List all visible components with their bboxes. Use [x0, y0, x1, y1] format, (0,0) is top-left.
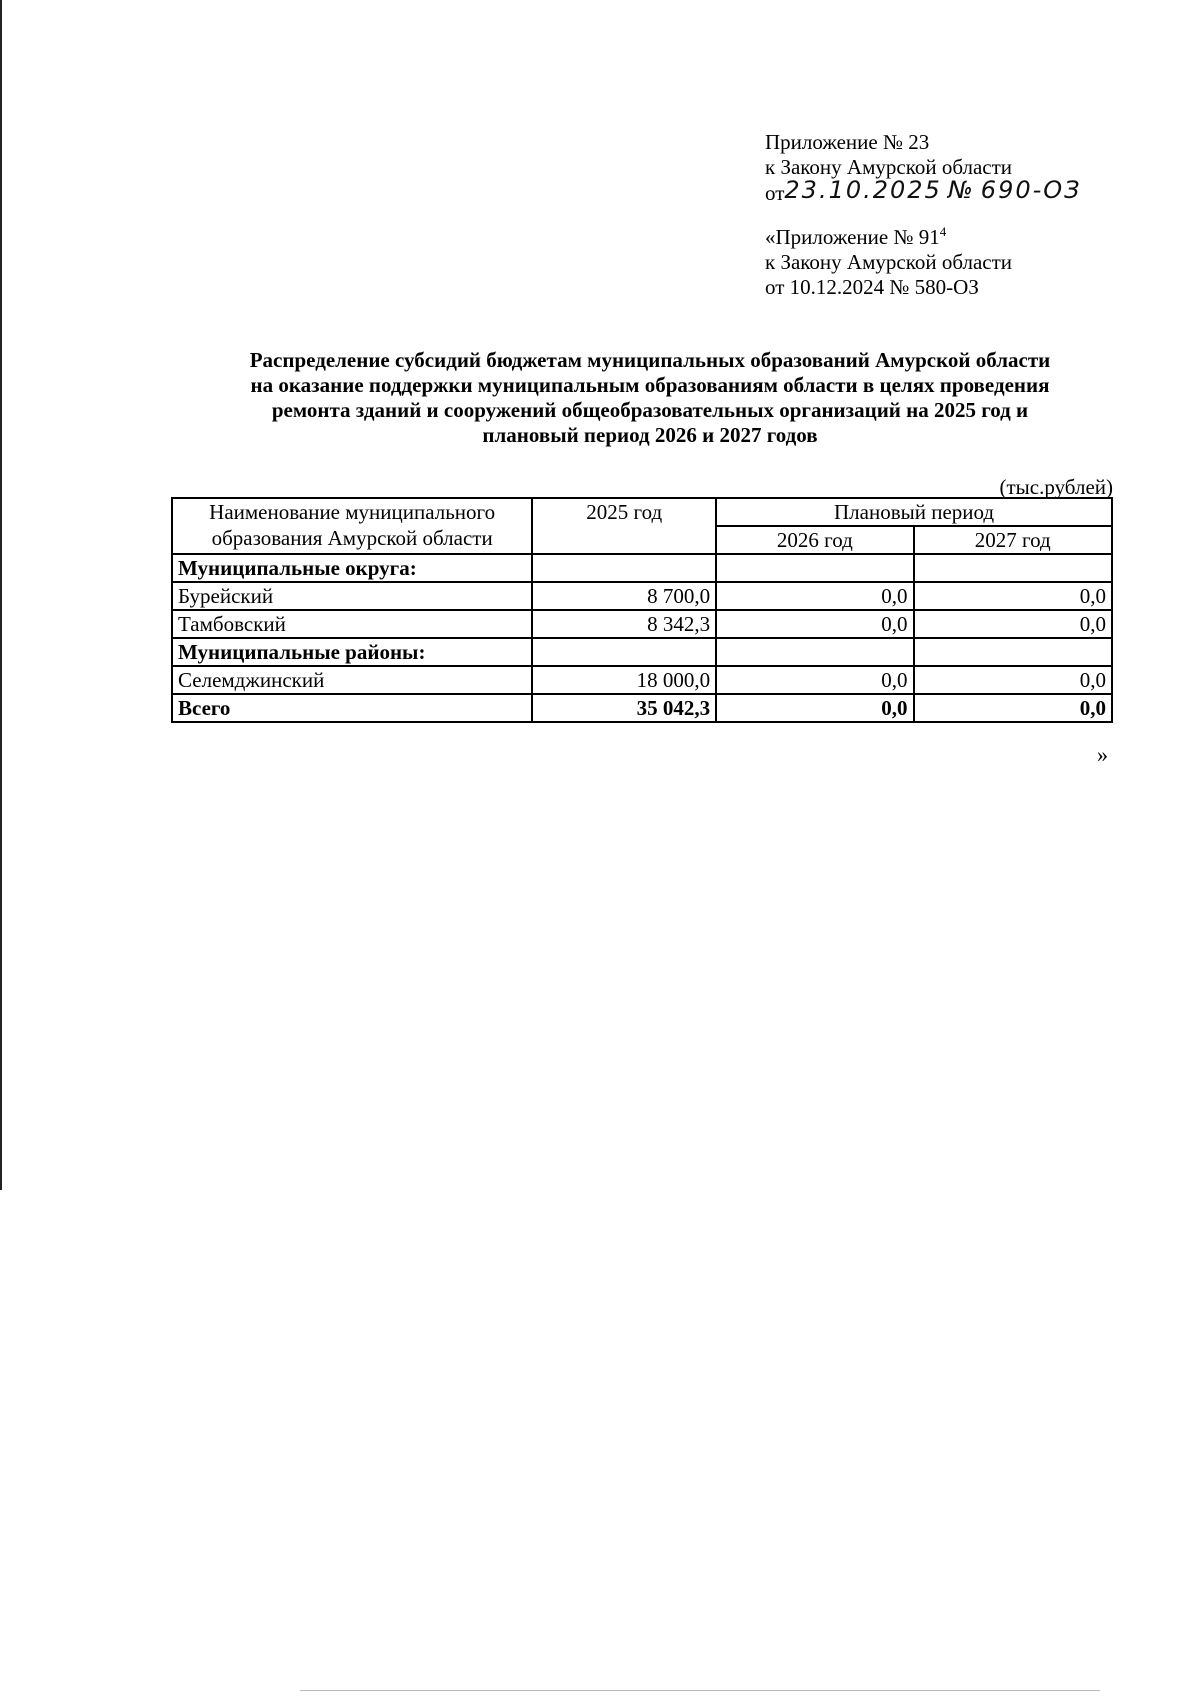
row-value-2026: 0,0 — [716, 666, 913, 694]
original-line-2: к Закону Амурской области — [765, 250, 1013, 274]
row-value-2025: 18 000,0 — [532, 666, 716, 694]
row-value-2026 — [716, 638, 913, 666]
closing-quote: » — [1097, 742, 1108, 767]
original-appendix-label: «Приложение № 91 — [765, 225, 940, 249]
header-municipality-name — [172, 498, 532, 554]
row-value-2026: 0,0 — [716, 610, 913, 638]
original-line-1 — [765, 225, 1012, 250]
row-name: Всего — [172, 694, 532, 722]
handwritten-law-number: 690-ОЗ — [980, 176, 1082, 204]
handwritten-date: 23.10.2025 — [784, 176, 942, 204]
table-row-total — [172, 694, 1112, 722]
original-appendix-superscript: 4 — [939, 224, 947, 239]
approval-date-prefix: от — [765, 181, 785, 205]
title-line-3: ремонта зданий и сооружений общеобразовательных организаций на 2025 год и — [271, 398, 1029, 422]
row-value-2026 — [716, 554, 913, 582]
header-name-line-2: образования Амурской области — [211, 526, 493, 550]
table-header-row-1 — [172, 498, 1112, 526]
document-title — [150, 348, 1150, 448]
row-value-2027 — [914, 638, 1112, 666]
row-name: Муниципальные районы: — [172, 638, 532, 666]
row-name: Муниципальные округа: — [172, 554, 532, 582]
handwritten-approval-date — [784, 176, 1081, 204]
header-name-line-1: Наименование муниципального — [209, 500, 496, 524]
table-row — [172, 610, 1112, 638]
row-value-2027: 0,0 — [914, 610, 1112, 638]
table-row-section-regions — [172, 638, 1112, 666]
approval-line-2: к Закону Амурской области — [765, 155, 1013, 179]
original-appendix-header — [765, 225, 1012, 300]
approval-line-3 — [765, 176, 1082, 206]
approval-line-1: Приложение № 23 — [765, 130, 930, 154]
row-name: Бурейский — [172, 582, 532, 610]
row-value-2025: 8 700,0 — [532, 582, 716, 610]
subsidy-distribution-table — [171, 497, 1113, 723]
approval-header — [765, 130, 1082, 206]
table-row — [172, 666, 1112, 694]
title-line-4: плановый период 2026 и 2027 годов — [482, 423, 818, 447]
title-line-1: Распределение субсидий бюджетам муниципальных образований Амурской области — [249, 348, 1051, 372]
row-value-2027: 0,0 — [914, 582, 1112, 610]
table-row — [172, 582, 1112, 610]
row-value-2027: 0,0 — [914, 694, 1112, 722]
header-year-2025: 2025 год — [532, 498, 716, 554]
title-line-2: на оказание поддержки муниципальным образованиям области в целях проведения — [250, 373, 1050, 397]
scan-edge-left — [0, 0, 2, 1190]
row-name: Тамбовский — [172, 610, 532, 638]
row-value-2025: 35 042,3 — [532, 694, 716, 722]
row-value-2025 — [532, 554, 716, 582]
table-body — [172, 554, 1112, 722]
header-year-2026: 2026 год — [716, 526, 913, 554]
row-name: Селемджинский — [172, 666, 532, 694]
table-header — [172, 498, 1112, 554]
row-value-2025: 8 342,3 — [532, 610, 716, 638]
row-value-2025 — [532, 638, 716, 666]
table-row-section-districts — [172, 554, 1112, 582]
header-year-2027: 2027 год — [914, 526, 1112, 554]
row-value-2027 — [914, 554, 1112, 582]
row-value-2026: 0,0 — [716, 582, 913, 610]
original-line-3: от 10.12.2024 № 580-ОЗ — [765, 275, 979, 299]
handwritten-number-mark: № — [947, 176, 975, 204]
units-label: (тыс.рублей) — [999, 475, 1113, 499]
scan-edge-bottom — [300, 1690, 1100, 1691]
row-value-2027: 0,0 — [914, 666, 1112, 694]
header-planned-period: Плановый период — [716, 498, 1112, 526]
row-value-2026: 0,0 — [716, 694, 913, 722]
